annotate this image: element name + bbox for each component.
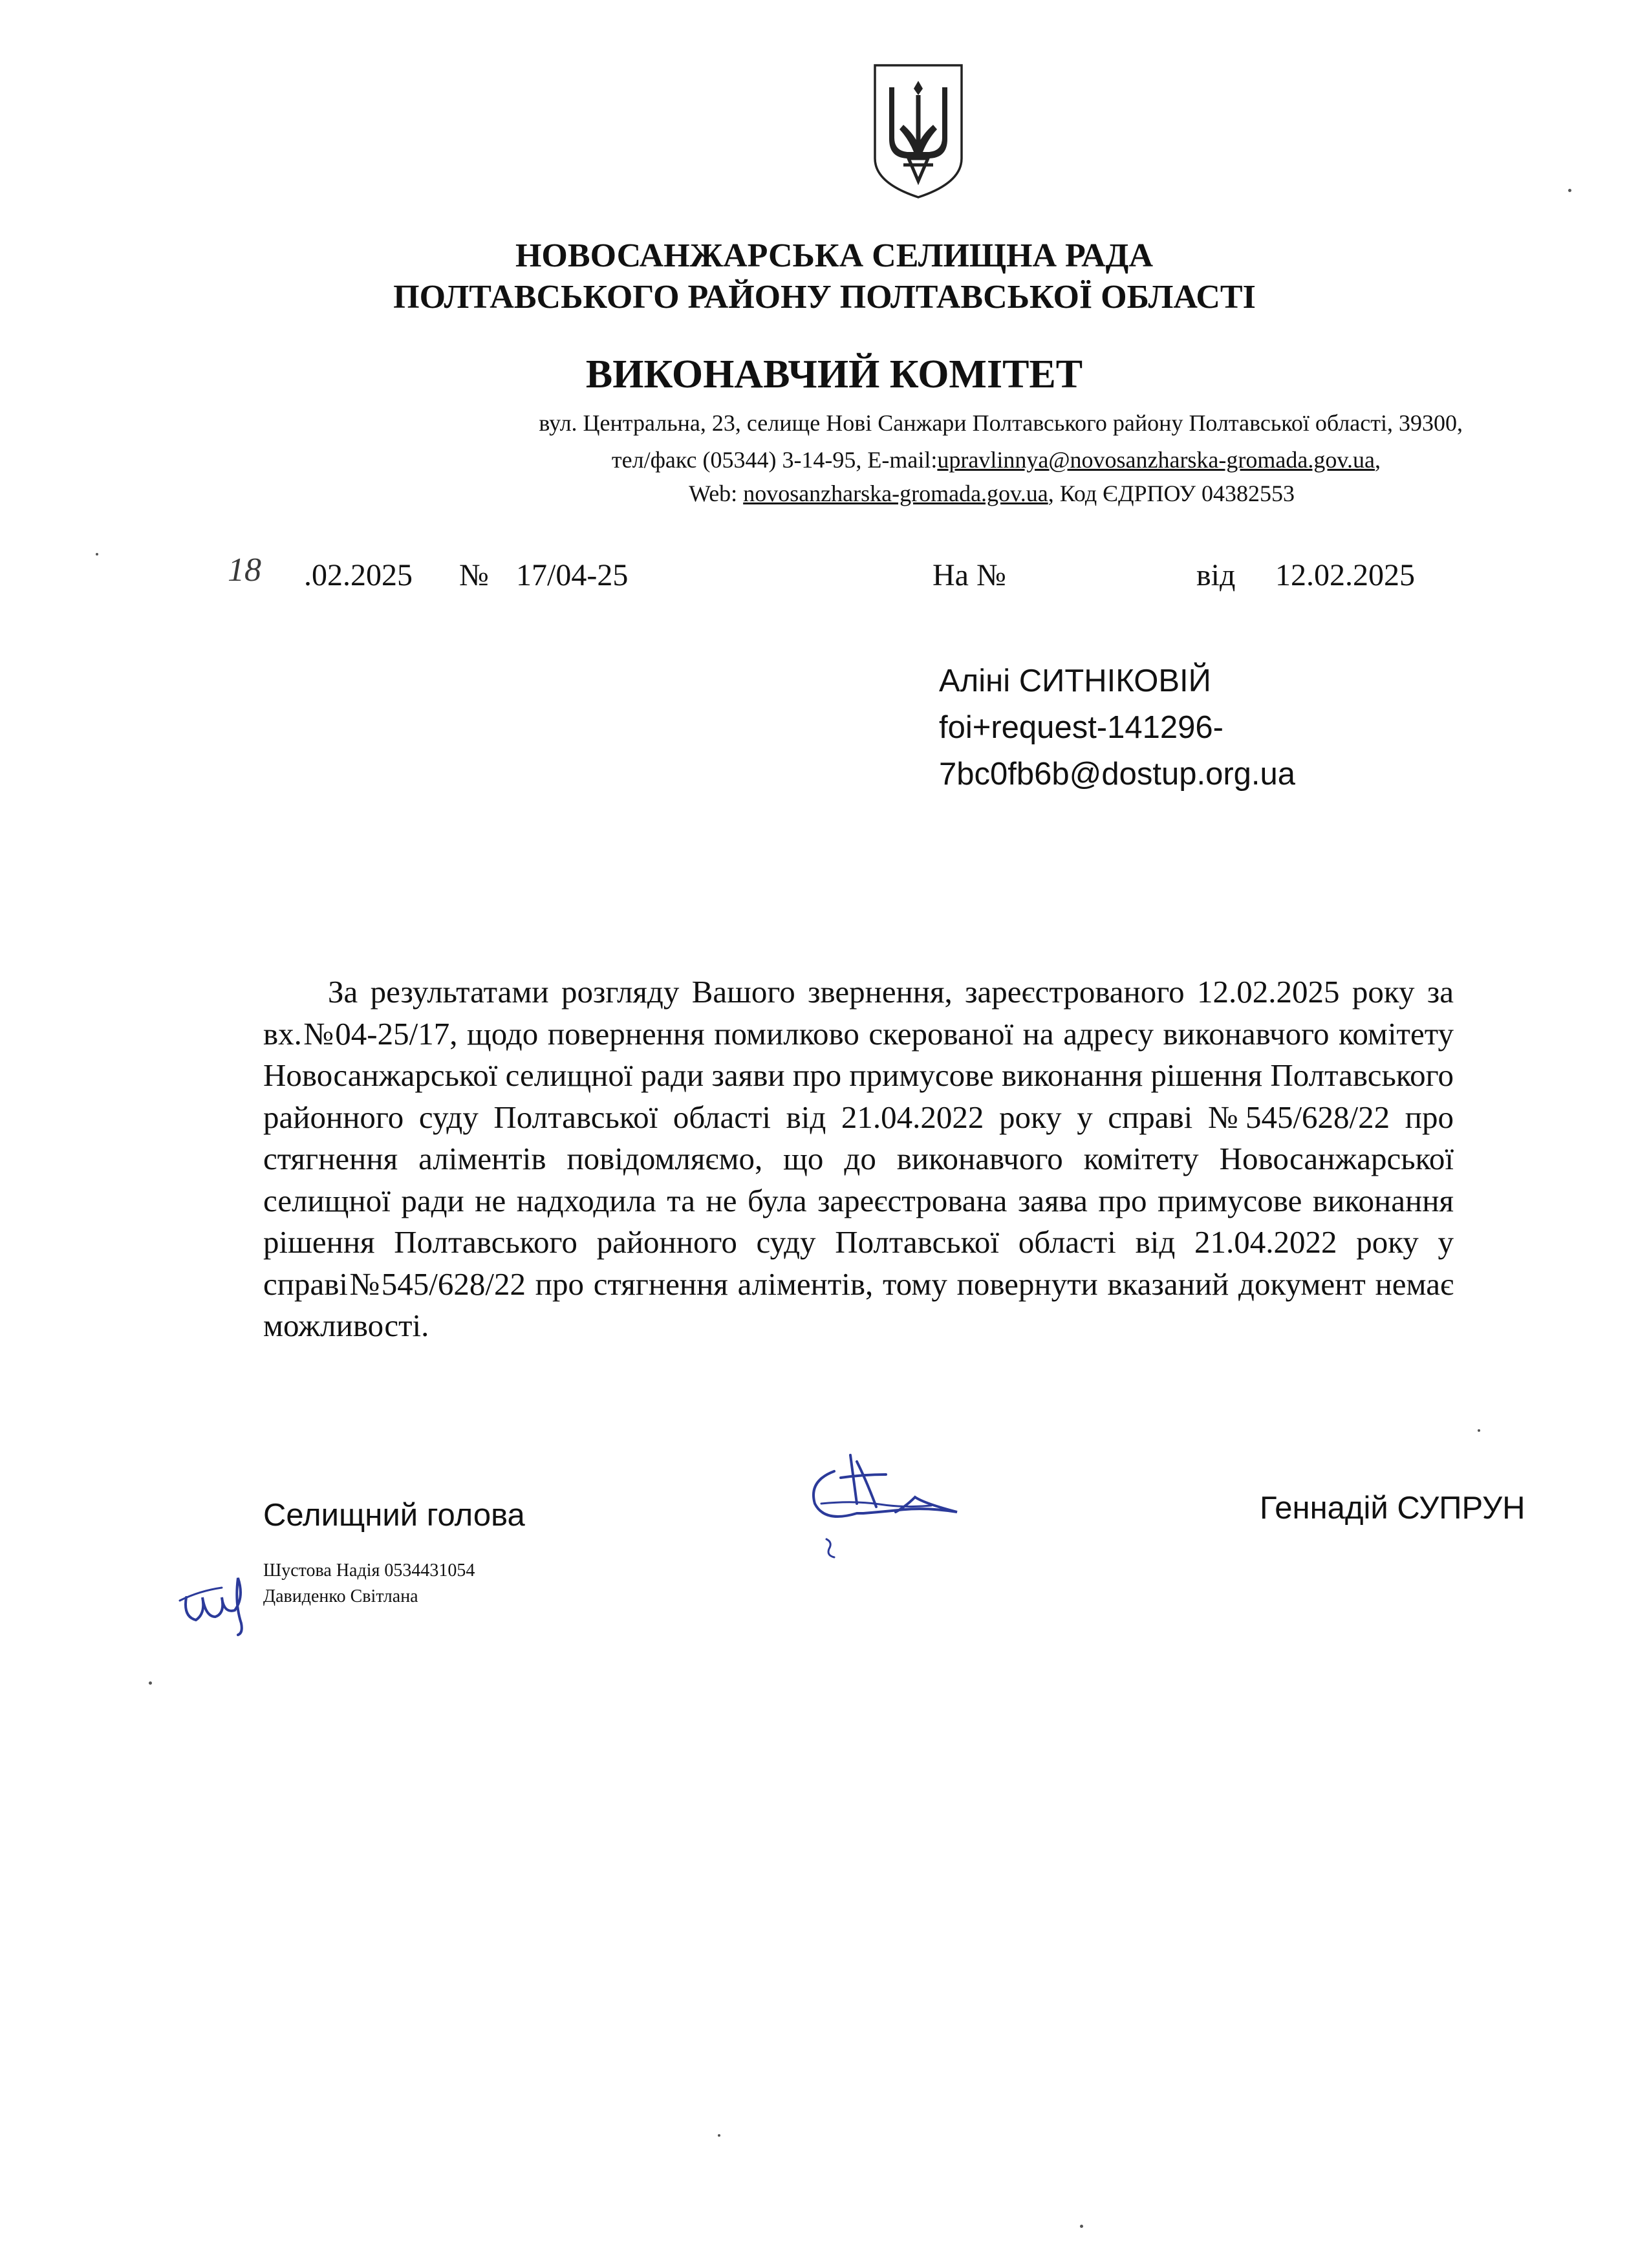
incoming-number-label: На № [932, 558, 1006, 592]
edrpou-text: , Код ЄДРПОУ 04382553 [1048, 481, 1295, 506]
scan-speck [1478, 1429, 1480, 1432]
body-paragraph: За результатами розгляду Вашого звернення, зареєстрованого 12.02.2025 року за вх.№04-25/17, щодо повернення помилково скерованої на адресу виконавчого комітету Новосанжарської селищної ради заяви про примусове виконання рішення Полтавського районного суду Полтавської області від 21.04.2022 року у справі №545/628/22 про стягнення аліментів повідомляємо, що до виконавчого комітету Новосанжарської селищної ради не надходила та не була зареєстрована заява про примусове виконання рішення Полтавського районного суду Полтавської області від 21.04.2022 року у справі№545/628/22 про стягнення аліментів, тому повернути вказаний документ немає можливості. [263, 974, 1454, 1343]
org-name-line2: ПОЛТАВСЬКОГО РАЙОНУ ПОЛТАВСЬКОЇ ОБЛАСТІ [393, 279, 1256, 316]
handwritten-day: 18 [228, 552, 261, 589]
web-link[interactable]: novosanzharska-gromada.gov.ua [743, 481, 1048, 506]
phone-text: тел/факс (05344) 3-14-95, E-mail: [611, 447, 938, 473]
scan-speck [1080, 2225, 1083, 2228]
outgoing-number: 17/04-25 [516, 558, 629, 592]
addressee-email-line1: foi+request-141296- [939, 710, 1223, 745]
incoming-date-label: від [1196, 558, 1236, 592]
signer-title: Селищний голова [263, 1498, 525, 1533]
address-line: вул. Центральна, 23, селище Нові Санжари Полтавського району Полтавської області, 39300, [539, 410, 1463, 436]
handwritten-signature [795, 1442, 989, 1571]
addressee-email-line2: 7bc0fb6b@dostup.org.ua [939, 757, 1296, 792]
scan-speck [1568, 189, 1571, 192]
addressee-name: Аліні СИТНІКОВІЙ [939, 664, 1211, 698]
committee-title: ВИКОНАВЧИЙ КОМІТЕТ [585, 352, 1083, 396]
email-link[interactable]: upravlinnya@novosanzharska-gromada.gov.ua [937, 447, 1375, 473]
executor-line1: Шустова Надія 0534431054 [263, 1561, 475, 1581]
web-line [689, 480, 1295, 507]
email-suffix: , [1375, 447, 1381, 473]
contact-line [612, 446, 1381, 473]
scan-speck [96, 553, 98, 556]
letter-body [263, 971, 1454, 1347]
handwritten-initials [173, 1552, 270, 1636]
coat-of-arms-icon [870, 61, 967, 200]
scan-speck [718, 2134, 720, 2137]
number-sign: № [459, 558, 489, 592]
scan-speck [149, 1681, 152, 1685]
signer-name: Геннадій СУПРУН [1260, 1491, 1525, 1526]
executor-line2: Давиденко Світлана [263, 1586, 418, 1606]
web-label: Web: [689, 481, 744, 506]
org-name-line1: НОВОСАНЖАРСЬКА СЕЛИЩНА РАДА [515, 237, 1154, 274]
outgoing-date: .02.2025 [304, 558, 413, 592]
incoming-date: 12.02.2025 [1275, 558, 1415, 592]
